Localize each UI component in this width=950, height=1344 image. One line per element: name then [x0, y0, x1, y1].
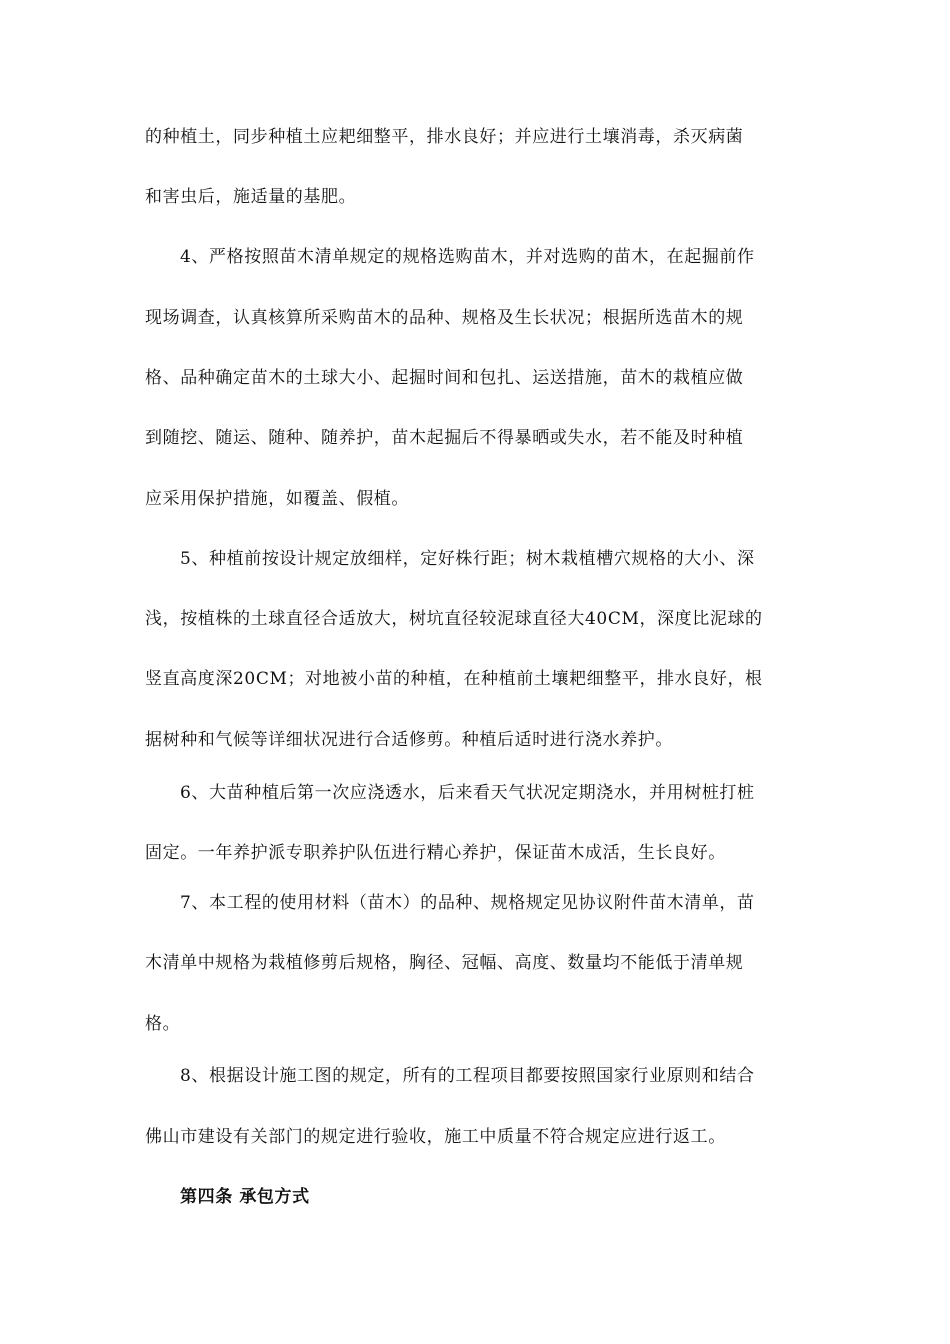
text-line: 木清单中规格为栽植修剪后规格，胸径、冠幅、高度、数量均不能低于清单规: [145, 953, 744, 973]
text-line: 应采用保护措施，如覆盖、假植。: [145, 489, 409, 509]
section-heading: 第四条 承包方式: [180, 1187, 310, 1207]
text-line: 和害虫后，施适量的基肥。: [145, 187, 357, 207]
text-line: 据树种和气候等详细状况进行合适修剪。种植后适时进行浇水养护。: [145, 730, 673, 750]
paragraph-7-start: 7、本工程的使用材料（苗木）的品种、规格规定见协议附件苗木清单，苗: [180, 893, 755, 913]
text-line: 固定。一年养护派专职养护队伍进行精心养护，保证苗木成活，生长良好。: [145, 843, 726, 863]
text-line: 格、品种确定苗木的土球大小、起掘时间和包扎、运送措施，苗木的栽植应做: [145, 368, 744, 388]
paragraph-6-start: 6、大苗种植后第一次应浇透水，后来看天气状况定期浇水，并用树桩打桩: [180, 783, 755, 803]
text-line: 到随挖、随运、随种、随养护，苗木起掘后不得暴晒或失水，若不能及时种植: [145, 428, 744, 448]
paragraph-8-start: 8、根据设计施工图的规定，所有的工程项目都要按照国家行业原则和结合: [180, 1066, 755, 1086]
text-line: 佛山市建设有关部门的规定进行验收，施工中质量不符合规定应进行返工。: [145, 1127, 726, 1147]
text-line: 现场调查，认真核算所采购苗木的品种、规格及生长状况；根据所选苗木的规: [145, 308, 744, 328]
text-line: 浅，按植株的土球直径合适放大，树坑直径较泥球直径大40CM，深度比泥球的: [145, 609, 763, 629]
paragraph-5-start: 5、种植前按设计规定放细样，定好株行距；树木栽植槽穴规格的大小、深: [180, 549, 755, 569]
text-line: 竖直高度深20CM；对地被小苗的种植，在种植前土壤耙细整平，排水良好，根: [145, 669, 763, 689]
text-line: 格。: [145, 1014, 181, 1034]
paragraph-4-start: 4、严格按照苗木清单规定的规格选购苗木，并对选购的苗木，在起掘前作: [180, 247, 755, 267]
text-line: 的种植土，同步种植土应耙细整平，排水良好；并应进行土壤消毒，杀灭病菌: [145, 127, 744, 147]
